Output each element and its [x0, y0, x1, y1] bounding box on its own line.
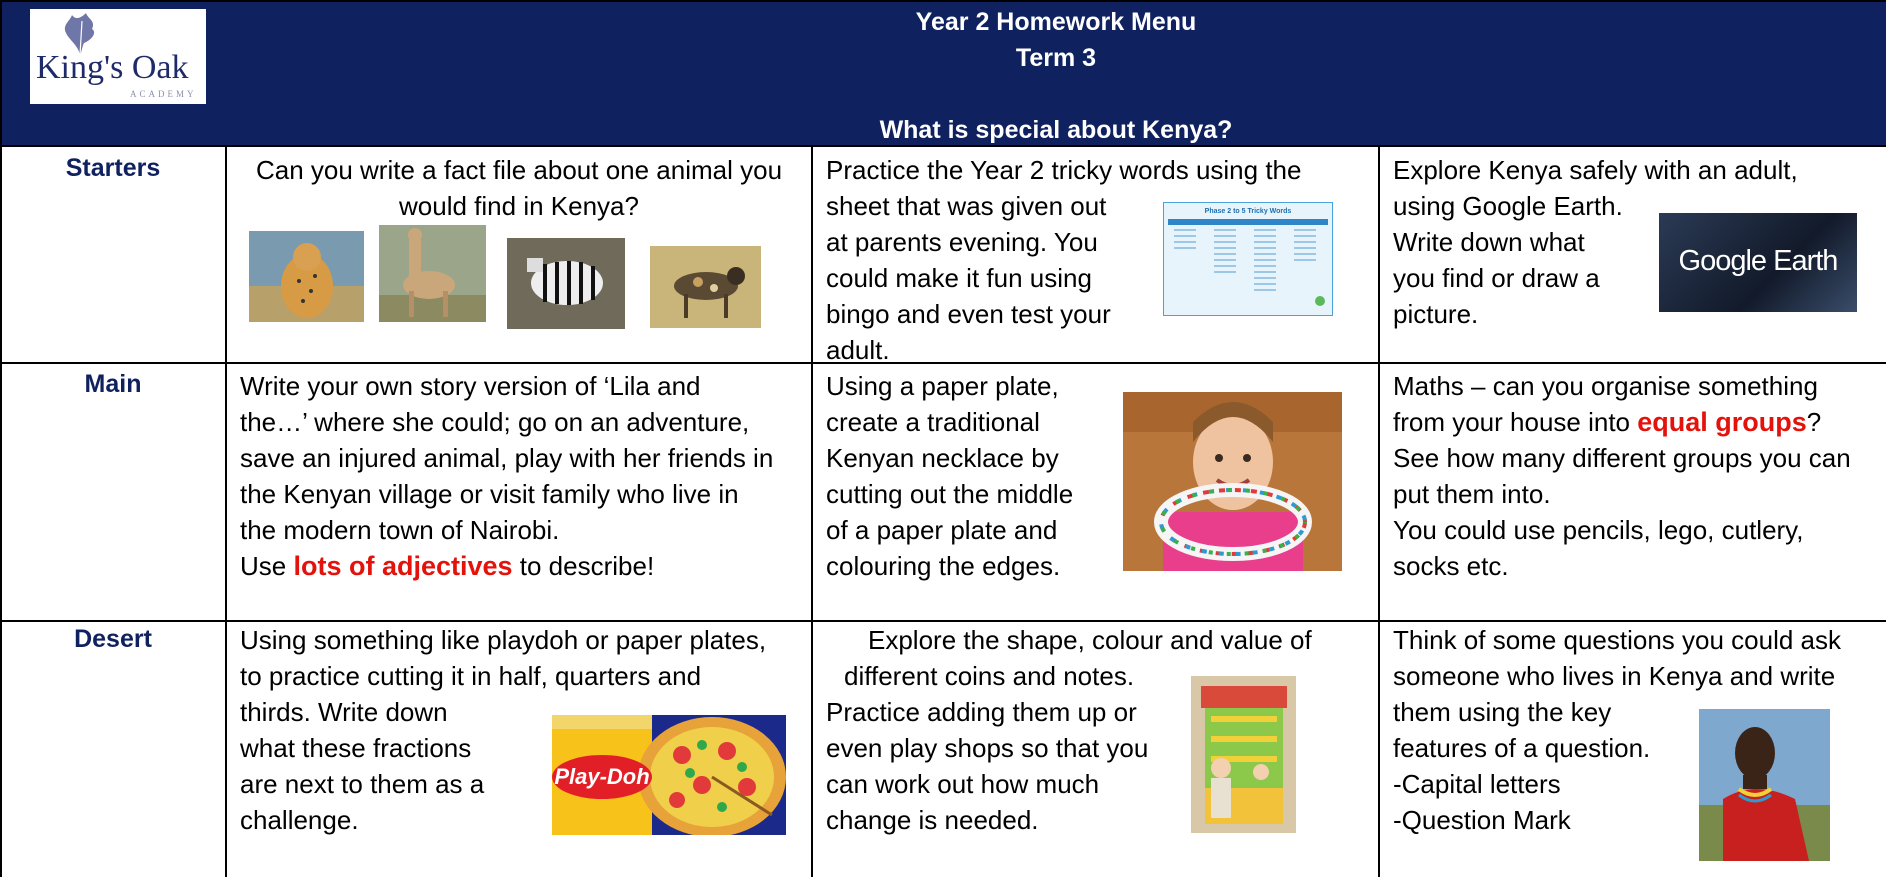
term-label: Term 3: [1015, 44, 1097, 72]
task-text-line: You could use pencils, lego, cutlery,: [1393, 515, 1804, 545]
tricky-words-sheet: [1163, 202, 1333, 316]
starters-task-1: [232, 152, 806, 224]
task-text-line: Think of some questions you could ask: [1393, 625, 1842, 655]
divider: [0, 0, 2, 877]
wild-dog-photo: [650, 246, 761, 328]
task-text-line: Practice adding them up or: [826, 697, 1137, 727]
header-logo-cell: [0, 0, 226, 147]
task-text-line: the modern town of Nairobi.: [240, 515, 560, 545]
task-text-line: are next to them as a: [240, 769, 485, 799]
school-logo: [30, 9, 206, 104]
task-text-line: someone who lives in Kenya and write: [1393, 661, 1836, 691]
task-text-line: put them into.: [1393, 479, 1551, 509]
task-text-line: you find or draw a: [1393, 263, 1600, 293]
google-earth-text: Google Earth: [1678, 245, 1838, 277]
divider: [1378, 147, 1380, 877]
task-text-line: adult.: [826, 335, 890, 365]
divider: [0, 145, 1886, 147]
divider: [0, 0, 1886, 2]
task-text-line: Explore Kenya safely with an adult,: [1393, 155, 1798, 185]
task-text-line: Kenyan necklace by: [826, 443, 1059, 473]
task-text-line: colouring the edges.: [826, 551, 1061, 581]
task-text-line: -Capital letters: [1393, 769, 1561, 799]
text-span: Use: [240, 551, 294, 581]
text-span: to describe!: [512, 551, 655, 581]
toy-shop-photo: [1191, 676, 1296, 833]
task-text-line: bingo and even test your: [826, 299, 1111, 329]
header-title-cell: [226, 0, 1886, 147]
task-text-line: socks etc.: [1393, 551, 1509, 581]
google-earth-image: [1659, 213, 1857, 312]
task-text-line: at parents evening. You: [826, 227, 1098, 257]
task-text-line: Practice the Year 2 tricky words using the: [826, 155, 1302, 185]
topic-question: What is special about Kenya?: [879, 116, 1233, 144]
task-text-line: Using a paper plate,: [826, 371, 1059, 401]
divider: [225, 147, 227, 877]
sheet-title: Phase 2 to 5 Tricky Words: [1204, 208, 1292, 215]
task-text-line: See how many different groups you can: [1393, 443, 1851, 473]
paper-plate-necklace-photo: [1123, 392, 1342, 571]
main-task-2: [826, 368, 1126, 584]
logo-wordmark: King's Oak: [36, 49, 189, 86]
task-text-line: challenge.: [240, 805, 359, 835]
task-text-line: sheet that was given out: [826, 191, 1107, 221]
main-task-1: [240, 368, 806, 584]
divider: [811, 147, 813, 877]
task-text-line: Write your own story version of ‘Lila and: [240, 371, 701, 401]
task-text-line: picture.: [1393, 299, 1479, 329]
task-text-line: -Question Mark: [1393, 805, 1571, 835]
task-text-line: Write down what: [1393, 227, 1585, 257]
task-text-line: the…’ where she could; go on an adventure,: [240, 407, 750, 437]
task-text-line: [1393, 404, 1881, 440]
task-text-line: change is needed.: [826, 805, 1039, 835]
task-text-line: would find in Kenya?: [399, 191, 639, 221]
task-text-line: save an injured animal, play with her friends in: [240, 443, 774, 473]
task-text-line: cutting out the middle: [826, 479, 1074, 509]
task-text-line: to practice cutting it in half, quarters and: [240, 661, 702, 691]
task-text-line: Explore the shape, colour and value of: [868, 625, 1312, 655]
task-text-line: them using the key: [1393, 697, 1612, 727]
task-text-line: features of a question.: [1393, 733, 1651, 763]
task-text-line: create a traditional: [826, 407, 1040, 437]
task-text-line: Using something like playdoh or paper plates,: [240, 625, 767, 655]
task-text-line: could make it fun using: [826, 263, 1092, 293]
task-text-line: different coins and notes.: [844, 661, 1135, 691]
task-text-line: the Kenyan village or visit family who live in: [240, 479, 739, 509]
main-task-3: [1393, 368, 1881, 584]
zebra-photo: [507, 238, 625, 329]
playdoh-logo: Play-Doh: [552, 755, 652, 799]
cheetah-photo: [249, 231, 364, 322]
giraffe-photo: [379, 225, 486, 322]
task-text-line: even play shops so that you: [826, 733, 1149, 763]
text-span: ?: [1806, 407, 1822, 437]
text-span: from your house into: [1393, 407, 1638, 437]
playdoh-pizza-image: [552, 715, 786, 835]
page-title: Year 2 Homework Menu: [915, 8, 1197, 36]
task-text-line: of a paper plate and: [826, 515, 1058, 545]
task-text-line: what these fractions: [240, 733, 472, 763]
task-text-line: [240, 548, 806, 584]
task-text-line: using Google Earth.: [1393, 191, 1623, 221]
maasai-man-photo: [1699, 709, 1830, 861]
task-text-line: can work out how much: [826, 769, 1100, 799]
logo-subtext: ACADEMY: [130, 89, 197, 99]
task-text-line: Maths – can you organise something: [1393, 371, 1818, 401]
row-label-starters: Starters: [65, 154, 161, 182]
row-label-main: Main: [84, 370, 142, 398]
row-label-desert: Desert: [74, 625, 152, 653]
highlight-equal-groups: equal groups: [1637, 407, 1807, 437]
task-text-line: Can you write a fact file about one animal you: [255, 155, 783, 185]
highlight-adjectives: lots of adjectives: [293, 551, 513, 581]
task-text-line: thirds. Write down: [240, 697, 448, 727]
